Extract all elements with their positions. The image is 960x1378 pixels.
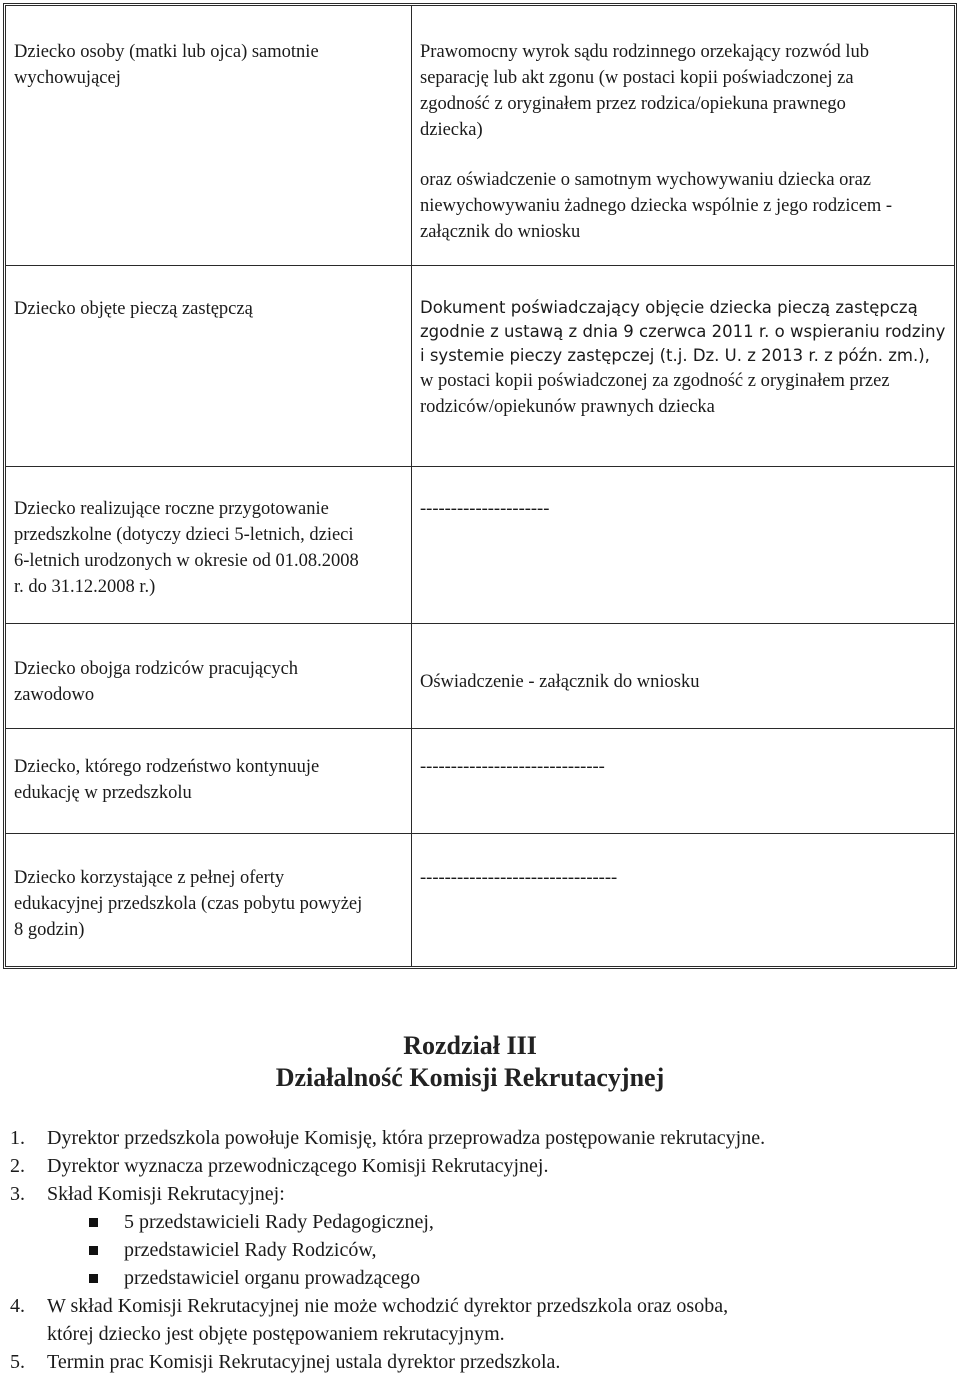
list-number: 3. — [10, 1183, 25, 1205]
list-number: 5. — [10, 1351, 25, 1373]
square-bullet-icon — [89, 1246, 98, 1255]
criterion-line: przedszkolne (dotyczy dzieci 5-letnich, dzieci — [14, 525, 354, 545]
numbered-list — [10, 1124, 940, 1376]
criterion-line: edukację w przedszkolu — [14, 783, 192, 803]
chapter-title: Rozdział III — [403, 1031, 537, 1060]
document-line: Oświadczenie - załącznik do wniosku — [420, 672, 700, 692]
table-row — [6, 265, 954, 466]
list-text-line: której dziecko jest objęte postępowaniem rekrutacyjnym. — [47, 1323, 505, 1345]
list-number: 4. — [10, 1295, 25, 1317]
list-text: Termin prac Komisji Rekrutacyjnej ustala dyrektor przedszkola. — [47, 1351, 561, 1373]
list-number: 2. — [10, 1155, 25, 1177]
chapter-heading — [0, 1030, 940, 1094]
document-line: rodziców/opiekunów prawnych dziecka — [420, 397, 715, 417]
document-line: w postaci kopii poświadczonej za zgodność z oryginałem przez — [420, 371, 890, 391]
criterion-line: Dziecko osoby (matki lub ojca) samotnie — [14, 42, 319, 62]
list-text-line: W skład Komisji Rekrutacyjnej nie może wchodzić dyrektor przedszkola oraz osoba, — [47, 1295, 729, 1317]
criterion-cell — [6, 266, 412, 466]
bullet-item — [89, 1236, 940, 1264]
list-item — [10, 1124, 940, 1152]
criterion-cell — [6, 467, 412, 623]
document-cell — [412, 834, 954, 966]
document-line: separację lub akt zgonu (w postaci kopii poświadczonej za — [420, 68, 854, 88]
table-row — [6, 728, 954, 833]
table-row — [6, 833, 954, 966]
criterion-line: edukacyjnej przedszkola (czas pobytu powyżej — [14, 894, 363, 914]
document-line: Prawomocny wyrok sądu rodzinnego orzekający rozwód lub — [420, 42, 870, 62]
criterion-cell — [6, 6, 412, 265]
list-text: Dyrektor przedszkola powołuje Komisję, która przeprowadza postępowanie rekrutacyjne. — [47, 1127, 766, 1149]
criterion-cell — [6, 624, 412, 728]
square-bullet-icon — [89, 1218, 98, 1227]
criterion-line: zawodowo — [14, 685, 95, 705]
document-placeholder-dashes: ------------------------------ — [420, 757, 605, 777]
criterion-line: 8 godzin) — [14, 920, 85, 940]
criterion-line: wychowującej — [14, 68, 121, 88]
list-item — [10, 1348, 940, 1376]
criterion-line: 6-letnich urodzonych w okresie od 01.08.2008 — [14, 551, 359, 571]
table-row — [6, 623, 954, 728]
bullet-text: przedstawiciel Rady Rodziców, — [124, 1239, 377, 1261]
criteria-table — [3, 3, 957, 969]
bullet-text: przedstawiciel organu prowadzącego — [124, 1267, 421, 1289]
document-line: zgodność z oryginałem przez rodzica/opiekuna prawnego — [420, 94, 846, 114]
list-text: Dyrektor wyznacza przewodniczącego Komisji Rekrutacyjnej. — [47, 1155, 549, 1177]
list-number: 1. — [10, 1127, 25, 1149]
list-text: Skład Komisji Rekrutacyjnej: — [47, 1183, 285, 1205]
criterion-line: Dziecko realizujące roczne przygotowanie — [14, 499, 329, 519]
document-cell — [412, 6, 954, 265]
chapter-subtitle: Działalność Komisji Rekrutacyjnej — [275, 1063, 665, 1092]
criterion-line: Dziecko objęte pieczą zastępczą — [14, 299, 253, 319]
criterion-line: Dziecko, którego rodzeństwo kontynuuje — [14, 757, 320, 777]
criterion-cell — [6, 834, 412, 966]
document-cell — [412, 624, 954, 728]
document-line: niewychowywaniu żadnego dziecka wspólnie z jego rodzicem - — [420, 196, 893, 216]
document-line: i systemie pieczy zastępczej (t.j. Dz. U. z 2013 r. z późn. zm.), — [420, 346, 930, 365]
document-cell — [412, 729, 954, 833]
bullet-list — [89, 1208, 940, 1292]
document-placeholder-dashes: --------------------- — [420, 499, 550, 519]
table-row — [6, 6, 954, 265]
document-cell — [412, 467, 954, 623]
list-item — [10, 1292, 940, 1348]
document-line: dziecka) — [420, 120, 483, 140]
criterion-cell — [6, 729, 412, 833]
document-cell — [412, 266, 954, 466]
square-bullet-icon — [89, 1274, 98, 1283]
list-item — [10, 1180, 940, 1208]
bullet-item — [89, 1208, 940, 1236]
document-placeholder-dashes: -------------------------------- — [420, 868, 618, 888]
bullet-text: 5 przedstawicieli Rady Pedagogicznej, — [124, 1211, 434, 1233]
document-line: zgodnie z ustawą z dnia 9 czerwca 2011 r. o wspieraniu rodziny — [420, 322, 946, 341]
bullet-item — [89, 1264, 940, 1292]
criterion-line: Dziecko korzystające z pełnej oferty — [14, 868, 285, 888]
document-line: załącznik do wniosku — [420, 222, 581, 242]
criterion-line: Dziecko obojga rodziców pracujących — [14, 659, 299, 679]
list-item — [10, 1152, 940, 1180]
criterion-line: r. do 31.12.2008 r.) — [14, 577, 156, 597]
document-line: Dokument poświadczający objęcie dziecka pieczą zastępczą — [420, 298, 918, 317]
document-line: oraz oświadczenie o samotnym wychowywaniu dziecka oraz — [420, 170, 872, 190]
table-row — [6, 466, 954, 623]
list-text — [47, 1292, 940, 1348]
